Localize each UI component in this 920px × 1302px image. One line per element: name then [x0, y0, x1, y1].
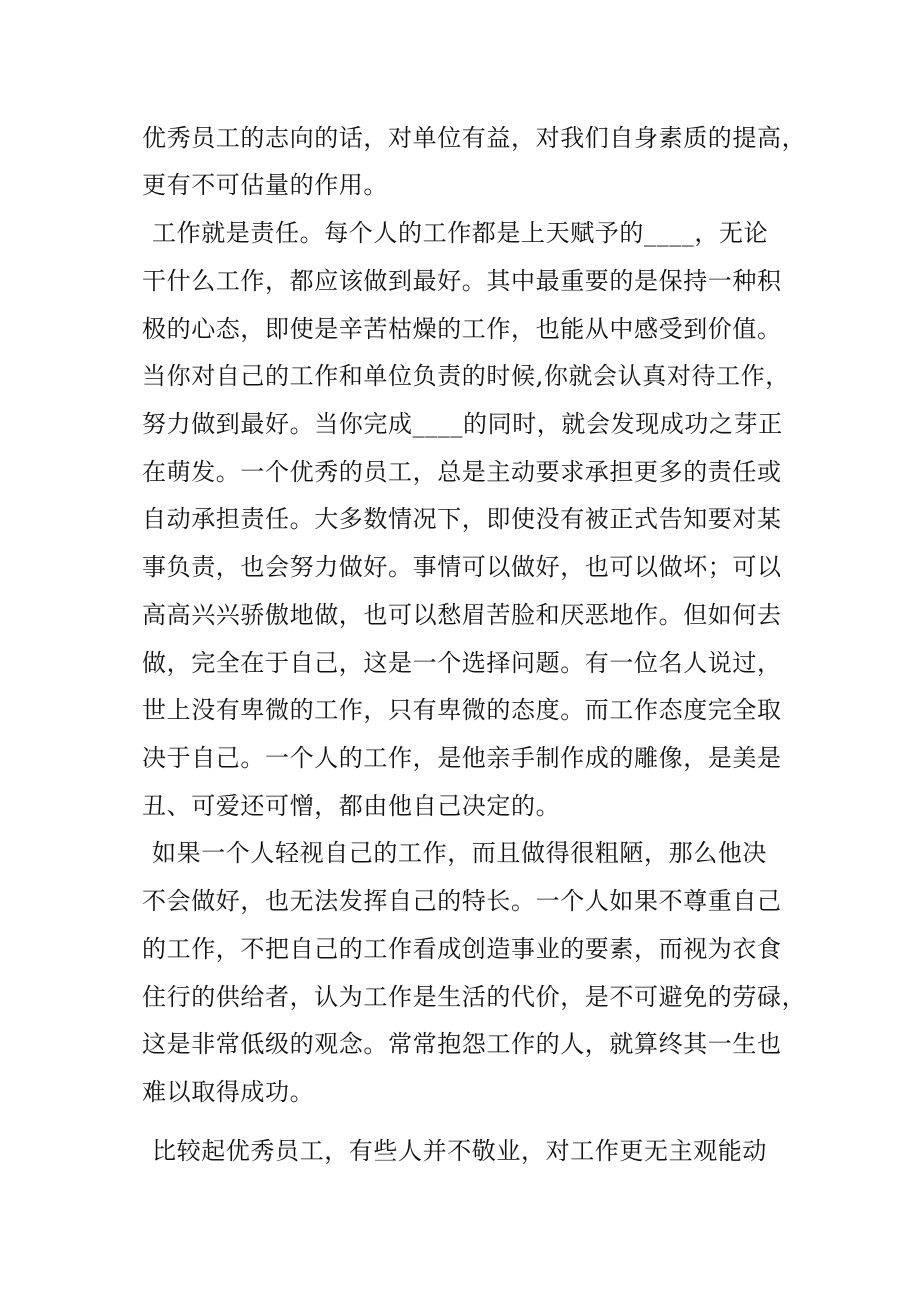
text-line: 做，完全在于自己，这是一个选择问题。有一位名人说过， [142, 649, 782, 677]
text-line: 丑、可爱还可憎，都由他自己决定的。 [142, 792, 561, 820]
text-line: 世上没有卑微的工作，只有卑微的态度。而工作态度完全取 [142, 696, 782, 724]
text-line: 自动承担责任。大多数情况下，即使没有被正式告知要对某 [142, 505, 782, 533]
text-line: 更有不可估量的作用。 [142, 171, 388, 199]
text-line: 的工作，不把自己的工作看成创造事业的要素，而视为衣食 [142, 935, 782, 963]
text-line: 干什么工作，都应该做到最好。其中最重要的是保持一种积 [142, 267, 782, 295]
paragraph-start-line: 比较起优秀员工，有些人并不敬业，对工作更无主观能动 [152, 1137, 767, 1165]
paragraph-start-line: 工作就是责任。每个人的工作都是上天赋予的____，无论 [152, 219, 769, 247]
text-line: 住行的供给者，认为工作是生活的代价，是不可避免的劳碌， [142, 983, 807, 1011]
text-line: 极的心态，即使是辛苦枯燥的工作，也能从中感受到价值。 [142, 315, 782, 343]
text-line: 当你对自己的工作和单位负责的时候,你就会认真对待工作， [142, 362, 790, 390]
text-line: 不会做好，也无法发挥自己的特长。一个人如果不尊重自己 [142, 887, 782, 915]
paragraph-start-line: 如果一个人轻视自己的工作，而且做得很粗陋，那么他决 [152, 839, 767, 867]
text-line: 事负责，也会努力做好。事情可以做好，也可以做坏；可以 [142, 553, 782, 581]
text-line: 决于自己。一个人的工作，是他亲手制作成的雕像，是美是 [142, 744, 782, 772]
text-line: 高高兴兴骄傲地做，也可以愁眉苦脸和厌恶地作。但如何去 [142, 601, 782, 629]
text-line: 难以取得成功。 [142, 1078, 315, 1106]
text-line: 努力做到最好。当你完成____的同时，就会发现成功之芽正 [142, 410, 783, 438]
text-line: 这是非常低级的观念。常常抱怨工作的人，就算终其一生也 [142, 1030, 782, 1058]
text-line: 优秀员工的志向的话，对单位有益，对我们自身素质的提高， [142, 124, 807, 152]
text-line: 在萌发。一个优秀的员工，总是主动要求承担更多的责任或 [142, 458, 782, 486]
